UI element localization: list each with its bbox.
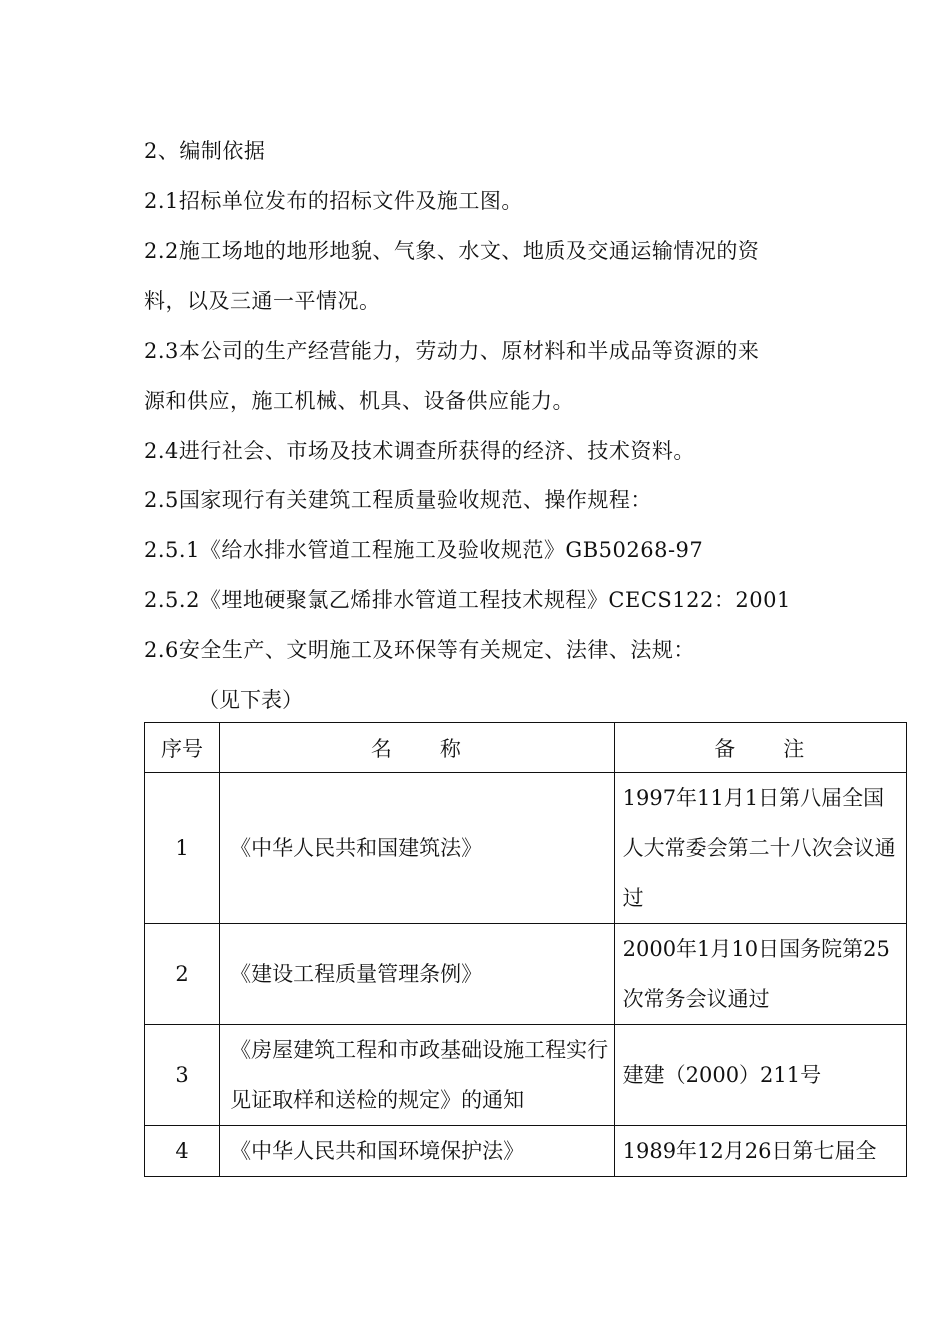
row-remark: 2000年1月10日国务院第25次常务会议通过: [614, 924, 906, 1025]
header-name: 名 称: [220, 723, 615, 773]
row-number: 1: [145, 773, 220, 924]
table-row: [145, 924, 907, 1025]
table-row: [145, 1126, 907, 1177]
row-number: 3: [145, 1025, 220, 1126]
basis-item-2-5-1: 2.5.1《给水排水管道工程施工及验收规范》GB50268-97: [144, 538, 704, 562]
table-note: （见下表）: [198, 688, 303, 712]
basis-item-2-3-line-1: 2.3本公司的生产经营能力，劳动力、原材料和半成品等资源的来: [144, 339, 760, 363]
table-row: [145, 1025, 907, 1126]
row-name: 《房屋建筑工程和市政基础设施工程实行见证取样和送检的规定》的通知: [220, 1025, 615, 1126]
row-remark: 1989年12月26日第七届全: [614, 1126, 906, 1177]
regulations-table: [144, 722, 907, 1177]
row-name: 《中华人民共和国环境保护法》: [220, 1126, 615, 1177]
basis-item-2-5: 2.5国家现行有关建筑工程质量验收规范、操作规程：: [144, 488, 652, 512]
basis-item-2-5-2: 2.5.2《埋地硬聚氯乙烯排水管道工程技术规程》CECS122：2001: [144, 588, 791, 612]
row-number: 2: [145, 924, 220, 1025]
basis-item-2-2-line-2: 料，以及三通一平情况。: [144, 289, 381, 313]
row-number: 4: [145, 1126, 220, 1177]
row-remark: 1997年11月1日第八届全国人大常委会第二十八次会议通过: [614, 773, 906, 924]
basis-item-2-1: 2.1招标单位发布的招标文件及施工图。: [144, 189, 523, 213]
basis-item-2-3-line-2: 源和供应，施工机械、机具、设备供应能力。: [144, 389, 574, 413]
table-header-row: [145, 723, 907, 773]
basis-item-2-2-line-1: 2.2施工场地的地形地貌、气象、水文、地质及交通运输情况的资: [144, 239, 760, 263]
table-row: [145, 773, 907, 924]
header-remark: 备 注: [614, 723, 906, 773]
header-no: 序号: [145, 723, 220, 773]
basis-item-2-6: 2.6安全生产、文明施工及环保等有关规定、法律、法规：: [144, 638, 695, 662]
basis-item-2-4: 2.4进行社会、市场及技术调查所获得的经济、技术资料。: [144, 439, 695, 463]
row-remark: 建建（2000）211号: [614, 1025, 906, 1126]
row-name: 《建设工程质量管理条例》: [220, 924, 615, 1025]
row-name: 《中华人民共和国建筑法》: [220, 773, 615, 924]
section-heading: 2、编制依据: [144, 139, 266, 163]
